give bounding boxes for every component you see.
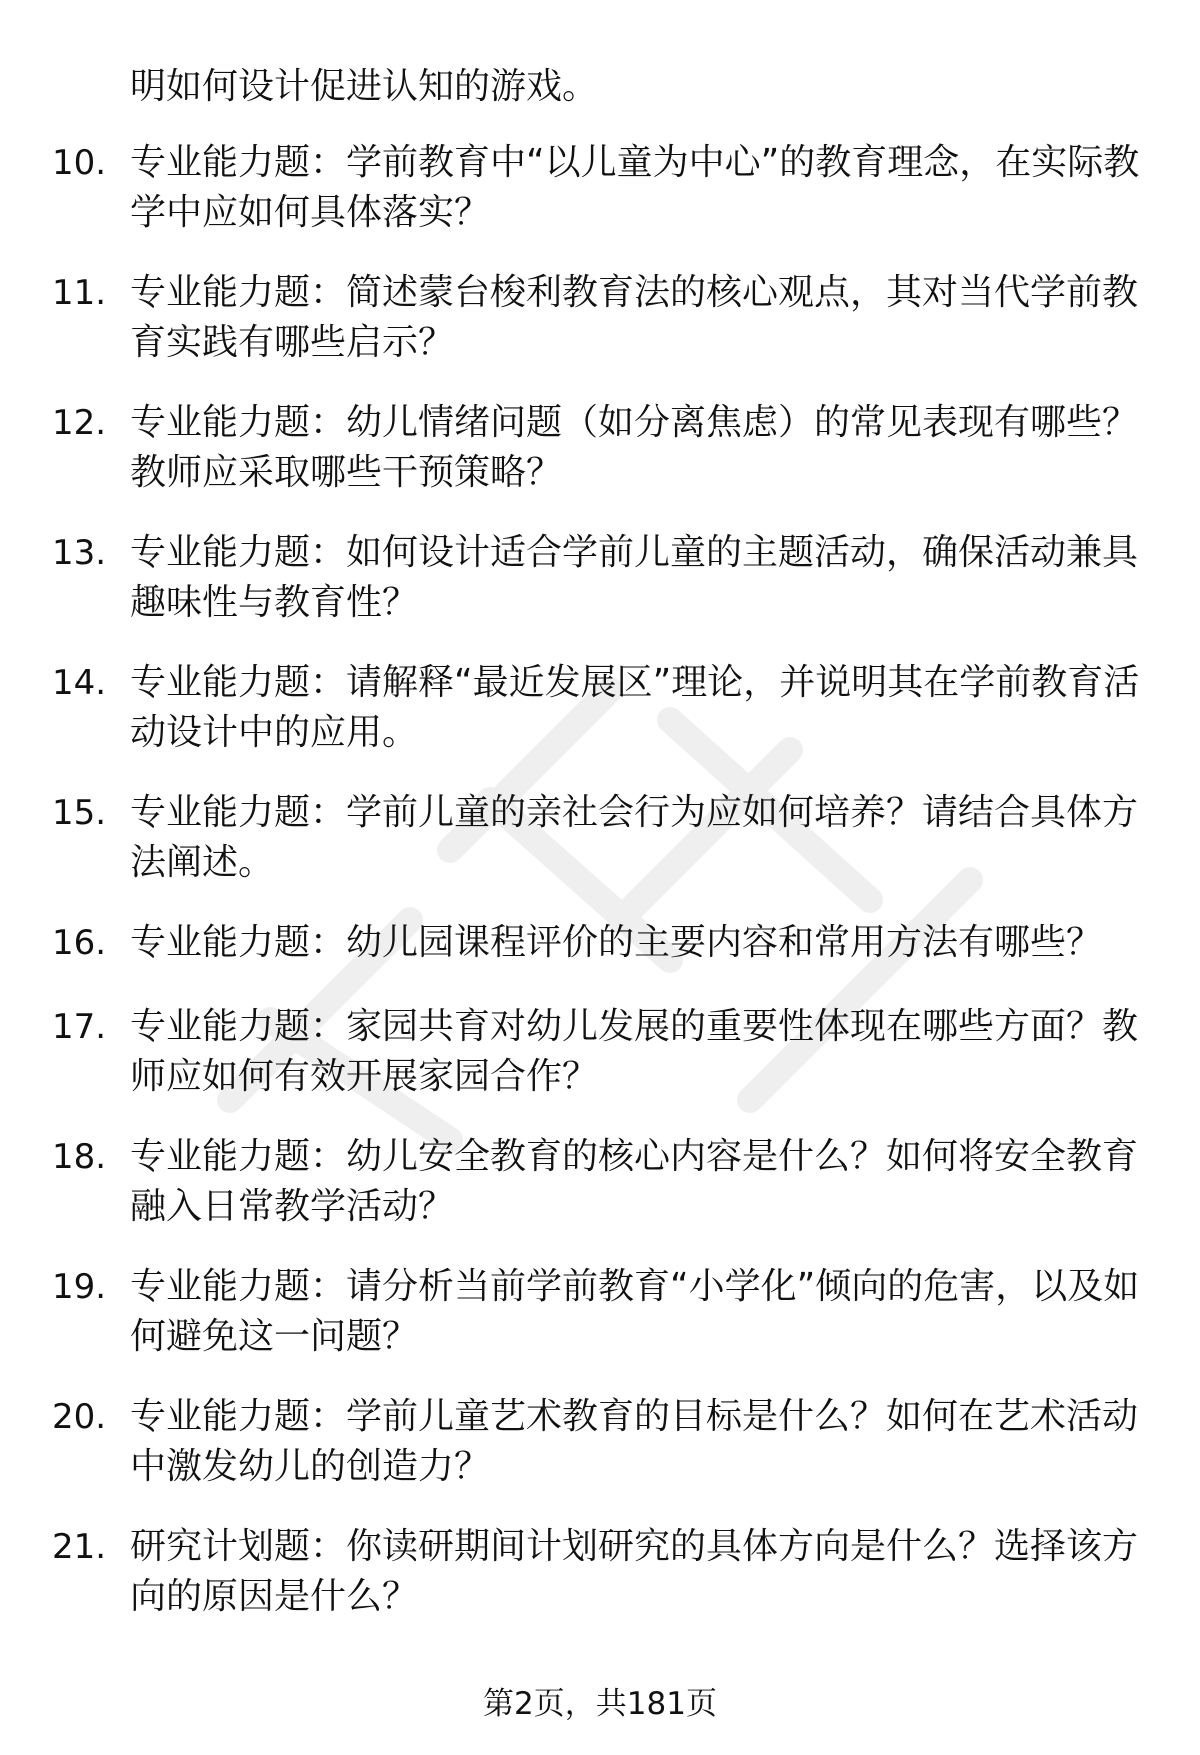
list-item [0, 268, 1200, 398]
item-text: 专业能力题：如何设计适合学前儿童的主题活动，确保活动兼具趣味性与教育性？ [130, 532, 1139, 623]
item-text: 专业能力题：简述蒙台梭利教育法的核心观点，其对当代学前教育实践有哪些启示？ [130, 272, 1139, 363]
list-item [0, 1522, 1200, 1652]
page-footer: 第2页，共181页 [483, 1686, 717, 1722]
item-number: 19. [52, 1267, 107, 1307]
list-item [0, 398, 1200, 528]
item-text: 专业能力题：学前教育中“以儿童为中心”的教育理念，在实际教学中应如何具体落实？ [130, 142, 1140, 233]
item-number: 10. [52, 143, 107, 183]
item-text: 专业能力题：幼儿安全教育的核心内容是什么？如何将安全教育融入日常教学活动？ [130, 1136, 1139, 1227]
list-item [0, 788, 1200, 918]
item-text: 专业能力题：家园共育对幼儿发展的重要性体现在哪些方面？教师应如何有效开展家园合作？ [130, 1006, 1139, 1097]
item-number: 12. [52, 403, 107, 443]
item-text: 专业能力题：幼儿园课程评价的主要内容和常用方法有哪些？ [130, 922, 1103, 963]
item-text: 研究计划题：你读研期间计划研究的具体方向是什么？选择该方向的原因是什么？ [130, 1526, 1139, 1617]
item-text: 专业能力题：学前儿童的亲社会行为应如何培养？请结合具体方法阐述。 [130, 792, 1139, 883]
item-number: 16. [52, 923, 107, 963]
question-list [0, 138, 1200, 1652]
item-number: 11. [52, 273, 107, 313]
item-number: 13. [52, 533, 107, 573]
item-number: 18. [52, 1137, 107, 1177]
list-item [0, 528, 1200, 658]
list-item [0, 1262, 1200, 1392]
item-number: 21. [52, 1527, 107, 1567]
item-number: 15. [52, 793, 107, 833]
item-text: 专业能力题：学前儿童艺术教育的目标是什么？如何在艺术活动中激发幼儿的创造力？ [130, 1396, 1139, 1487]
item-number: 17. [52, 1007, 107, 1047]
list-item [0, 138, 1200, 268]
list-item [0, 1002, 1200, 1132]
item-number: 20. [52, 1397, 107, 1437]
item-number: 14. [52, 663, 107, 703]
item-text: 专业能力题：幼儿情绪问题（如分离焦虑）的常见表现有哪些？教师应采取哪些干预策略？ [130, 402, 1139, 493]
list-item [0, 1392, 1200, 1522]
item-text: 专业能力题：请分析当前学前教育“小学化”倾向的危害，以及如何避免这一问题？ [130, 1266, 1140, 1357]
list-item [0, 658, 1200, 788]
list-item [0, 918, 1200, 1002]
list-item [0, 1132, 1200, 1262]
continuation-text: 明如何设计促进认知的游戏。 [130, 66, 599, 107]
item-text: 专业能力题：请解释“最近发展区”理论，并说明其在学前教育活动设计中的应用。 [130, 662, 1140, 753]
